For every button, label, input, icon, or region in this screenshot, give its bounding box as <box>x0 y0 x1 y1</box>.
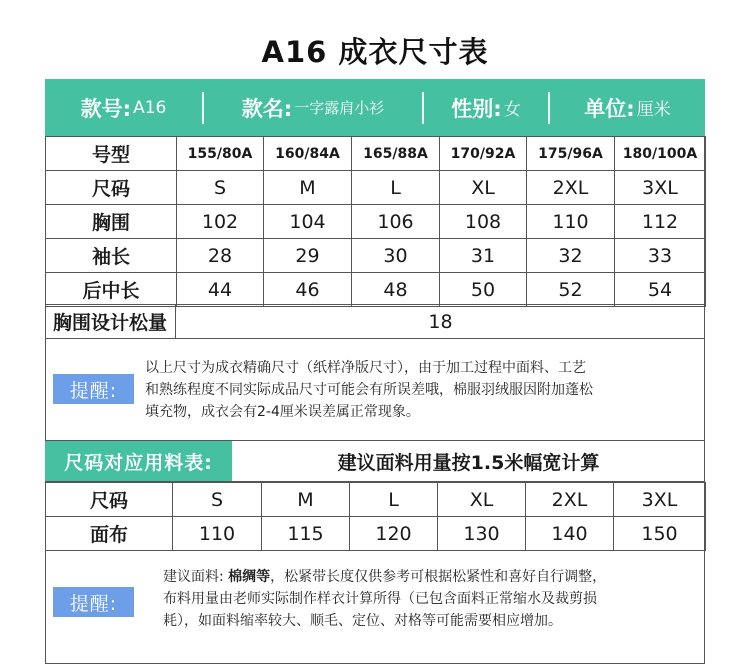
table-cell: 110 <box>527 205 615 239</box>
fabric-table <box>45 482 706 551</box>
page-title: A16 成衣尺寸表 <box>261 35 489 69</box>
table-cell: 33 <box>615 239 706 273</box>
size-table-row <box>46 137 706 171</box>
style-name-label: 款名: <box>241 96 293 121</box>
row-label: 袖长 <box>46 239 177 273</box>
table-cell: 150 <box>614 517 706 551</box>
size-table-row <box>46 239 706 273</box>
chest-ease-row <box>45 304 705 339</box>
fabric-reminder-text <box>163 566 703 632</box>
table-cell: 30 <box>352 239 440 273</box>
row-label: 号型 <box>46 137 177 171</box>
fabric-reminder-bold: 棉绸等 <box>228 569 271 585</box>
table-cell: 165/88A <box>352 137 440 171</box>
table-cell: 175/96A <box>527 137 615 171</box>
table-cell: 3XL <box>614 483 706 517</box>
table-cell: L <box>350 483 438 517</box>
table-cell: 112 <box>615 205 706 239</box>
gender <box>424 79 548 136</box>
table-cell: 110 <box>173 517 262 551</box>
fabric-reminder-prefix: 建议面料: <box>163 569 229 585</box>
row-label: 后中长 <box>46 273 177 307</box>
chest-ease-label: 胸围设计松量 <box>45 305 176 338</box>
size-table-row <box>46 205 706 239</box>
table-cell: 29 <box>264 239 352 273</box>
size-table-row <box>46 171 706 205</box>
table-cell: 115 <box>262 517 350 551</box>
fabric-reminder-line1 <box>163 566 703 588</box>
table-cell: 160/84A <box>264 137 352 171</box>
header-divider <box>202 92 204 124</box>
fabric-reminder-badge: 提醒: <box>53 587 134 617</box>
fabric-reminder-line3: 耗），如面料缩率较大、顺毛、定位、对格等可能需要相应增加。 <box>163 613 562 629</box>
table-cell: 54 <box>615 273 706 307</box>
unit <box>550 79 705 136</box>
table-cell: 32 <box>527 239 615 273</box>
table-cell: 180/100A <box>615 137 706 171</box>
table-cell: S <box>173 483 262 517</box>
table-cell: 46 <box>264 273 352 307</box>
table-cell: 170/92A <box>440 137 527 171</box>
table-cell: 50 <box>440 273 527 307</box>
row-label: 尺码 <box>46 483 173 517</box>
fabric-reminder-line2: 布料用量由老师实际制作样衣计算所得（已包含面料正常缩水及裁剪损 <box>163 591 597 607</box>
fabric-reminder-box <box>45 550 705 664</box>
table-cell: 108 <box>440 205 527 239</box>
fabric-table-row <box>46 517 706 551</box>
material-calc-note: 建议面料用量按1.5米幅宽计算 <box>337 451 600 474</box>
table-cell: 106 <box>352 205 440 239</box>
table-cell: 44 <box>177 273 264 307</box>
header-divider <box>422 92 424 124</box>
material-table-title: 尺码对应用料表: <box>45 441 232 481</box>
table-cell: 52 <box>527 273 615 307</box>
size-table <box>45 136 706 307</box>
table-cell: 102 <box>177 205 264 239</box>
unit-value: 厘米 <box>636 100 671 120</box>
table-cell: 48 <box>352 273 440 307</box>
table-cell: 28 <box>177 239 264 273</box>
reminder-badge: 提醒: <box>53 374 134 404</box>
table-cell: M <box>262 483 350 517</box>
table-cell: S <box>177 171 264 205</box>
row-label: 尺码 <box>46 171 177 205</box>
fabric-reminder-suffix: ，松紧带长度仅供参考可根据松紧性和喜好自行调整， <box>270 569 607 585</box>
header-divider <box>548 92 550 124</box>
table-cell: 130 <box>438 517 526 551</box>
reminder-text: 以上尺寸为成衣精确尺寸（纸样净版尺寸），由于加工过程中面料、工艺 和熟练程度不同实际成品尺寸可能会有所误差哦，棉服羽绒服因附加蓬松 填充物，成衣会有2-4厘米误差属正常现象。 <box>145 360 593 420</box>
style-number <box>45 79 202 136</box>
table-cell: 140 <box>526 517 614 551</box>
table-cell: 120 <box>350 517 438 551</box>
table-cell: 3XL <box>615 171 706 205</box>
info-header-bar <box>45 79 705 136</box>
unit-label: 单位: <box>584 96 635 121</box>
gender-label: 性别: <box>451 96 502 121</box>
table-cell: XL <box>440 171 527 205</box>
table-cell: XL <box>438 483 526 517</box>
style-name <box>204 79 422 136</box>
table-cell: 31 <box>440 239 527 273</box>
table-cell: 2XL <box>526 483 614 517</box>
table-cell: L <box>352 171 440 205</box>
table-cell: M <box>264 171 352 205</box>
style-number-label: 款号: <box>80 96 132 121</box>
size-table-row <box>46 273 706 307</box>
style-number-value: A16 <box>133 97 167 118</box>
gender-value: 女 <box>503 100 521 120</box>
row-label: 面布 <box>46 517 173 551</box>
reminder-box <box>45 339 705 441</box>
fabric-table-row <box>46 483 706 517</box>
row-label: 胸围 <box>46 205 177 239</box>
chest-ease-value: 18 <box>428 310 453 333</box>
table-cell: 104 <box>264 205 352 239</box>
table-cell: 155/80A <box>177 137 264 171</box>
style-name-value: 一字露肩小衫 <box>294 99 385 117</box>
material-header <box>45 441 705 482</box>
table-cell: 2XL <box>527 171 615 205</box>
